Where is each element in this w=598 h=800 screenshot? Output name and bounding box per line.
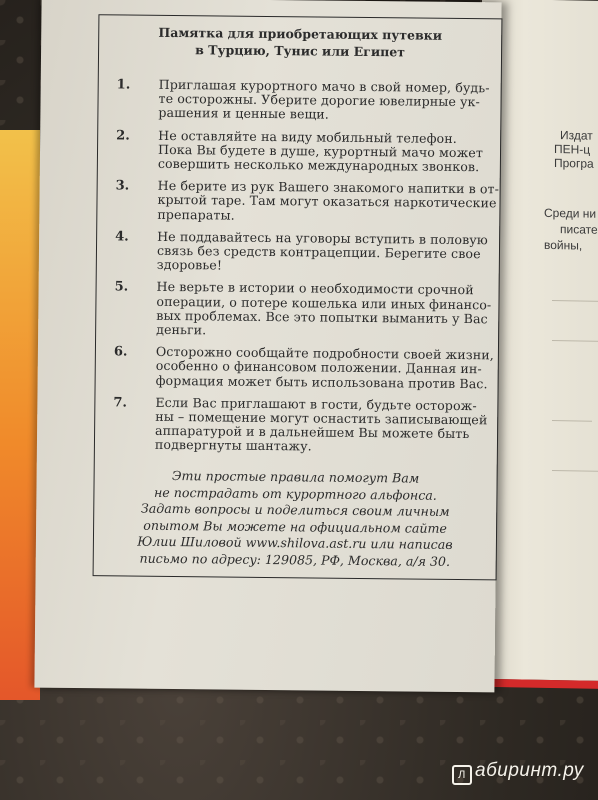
item-number: 1. bbox=[116, 77, 131, 93]
labirint-logo-icon: Л bbox=[452, 765, 472, 785]
sketch-line bbox=[552, 340, 598, 342]
memo-item bbox=[98, 128, 500, 175]
tips-line: Юлии Шиловой www.shilova.ast.ru или написав bbox=[137, 534, 453, 553]
item-line: Не оставляйте на виду мобильный телефон. bbox=[158, 127, 457, 146]
tips-line: письмо по адресу: 129085, РФ, Москва, а/я 30. bbox=[139, 550, 451, 569]
item-line: здоровье! bbox=[156, 257, 223, 273]
side-word: ПЕН-ц bbox=[554, 142, 591, 157]
sketch-line bbox=[552, 420, 592, 422]
memo-title bbox=[99, 23, 501, 61]
item-line: деньги. bbox=[156, 321, 207, 338]
item-number: 6. bbox=[113, 344, 128, 360]
item-line: рашения и ценные вещи. bbox=[158, 105, 330, 123]
memo-tips bbox=[94, 467, 497, 571]
side-word: войны, bbox=[544, 237, 583, 253]
side-word: писате bbox=[560, 222, 598, 237]
item-line: крытой таре. Там могут оказаться наркотические bbox=[157, 192, 497, 211]
item-line: Не поддавайтесь на уговоры вступить в половую bbox=[157, 228, 488, 248]
item-line: аппаратурой и в дальнейшем Вы можете быть bbox=[155, 423, 470, 442]
item-line: формация может быть использована против Вас. bbox=[155, 372, 488, 391]
tips-line: Задать вопросы и поделиться своим личным bbox=[140, 500, 450, 520]
item-line: подвергнуты шантажу. bbox=[154, 437, 312, 454]
item-line: особенно о финансовом положении. Данная ин- bbox=[155, 358, 482, 377]
item-line: Пока Вы будете в душе, курортный мачо может bbox=[157, 141, 484, 161]
memo-item bbox=[96, 280, 499, 341]
side-word: Програ bbox=[554, 156, 594, 171]
item-number: 3. bbox=[115, 178, 130, 194]
memo-item bbox=[97, 178, 499, 225]
memo-title-line: Памятка для приобретающих путевки bbox=[158, 24, 443, 43]
memo-title-line: в Турцию, Тунис или Египет bbox=[195, 42, 406, 60]
item-number: 5. bbox=[114, 279, 129, 295]
labirint-watermark bbox=[452, 760, 584, 785]
item-line: препараты. bbox=[157, 206, 235, 223]
item-line: ны – помещение могут оснастить записывающей bbox=[155, 408, 488, 428]
item-line: те осторожны. Уберите дорогие ювелирные ук- bbox=[158, 91, 481, 110]
item-line: Не верьте в истории о необходимости срочной bbox=[156, 279, 474, 298]
item-line: операции, о потере кошелька или иных финансо- bbox=[156, 293, 492, 312]
item-line: связь без средств контрацепции. Берегите свое bbox=[156, 242, 481, 262]
memo-item bbox=[95, 395, 498, 456]
item-line: вых проблемах. Все это попытки выманить у Вас bbox=[156, 307, 488, 327]
sketch-line bbox=[552, 300, 598, 302]
item-line: Приглашая курортного мачо в свой номер, будь- bbox=[158, 76, 490, 96]
item-line: совершить несколько международных звонков. bbox=[157, 155, 480, 175]
book-page bbox=[34, 0, 501, 692]
side-word: Среди ни bbox=[544, 205, 597, 221]
item-line: Если Вас приглашают в гости, будьте осторож- bbox=[155, 394, 477, 414]
tips-line: не пострадать от курортного альфонса. bbox=[153, 484, 437, 503]
memo-list bbox=[95, 77, 501, 456]
item-line: Осторожно сообщайте подробности своей жизни, bbox=[155, 344, 494, 363]
item-number: 2. bbox=[116, 128, 130, 144]
tips-line: опытом Вы можете на официальном сайте bbox=[143, 517, 447, 536]
watermark-text: абиринт.ру bbox=[475, 760, 584, 781]
item-number: 7. bbox=[113, 395, 128, 411]
tips-line: Эти простые правила помогут Вам bbox=[171, 468, 420, 486]
side-word: Издат bbox=[560, 128, 593, 143]
item-number: 4. bbox=[115, 229, 129, 245]
item-line: Не берите из рук Вашего знакомого напитки в от- bbox=[157, 178, 500, 197]
memo-frame bbox=[93, 14, 503, 580]
memo-item bbox=[98, 77, 500, 124]
memo-item bbox=[96, 344, 498, 391]
memo-item bbox=[97, 229, 499, 276]
book-cover-edge bbox=[0, 130, 40, 700]
sketch-line bbox=[552, 470, 598, 472]
